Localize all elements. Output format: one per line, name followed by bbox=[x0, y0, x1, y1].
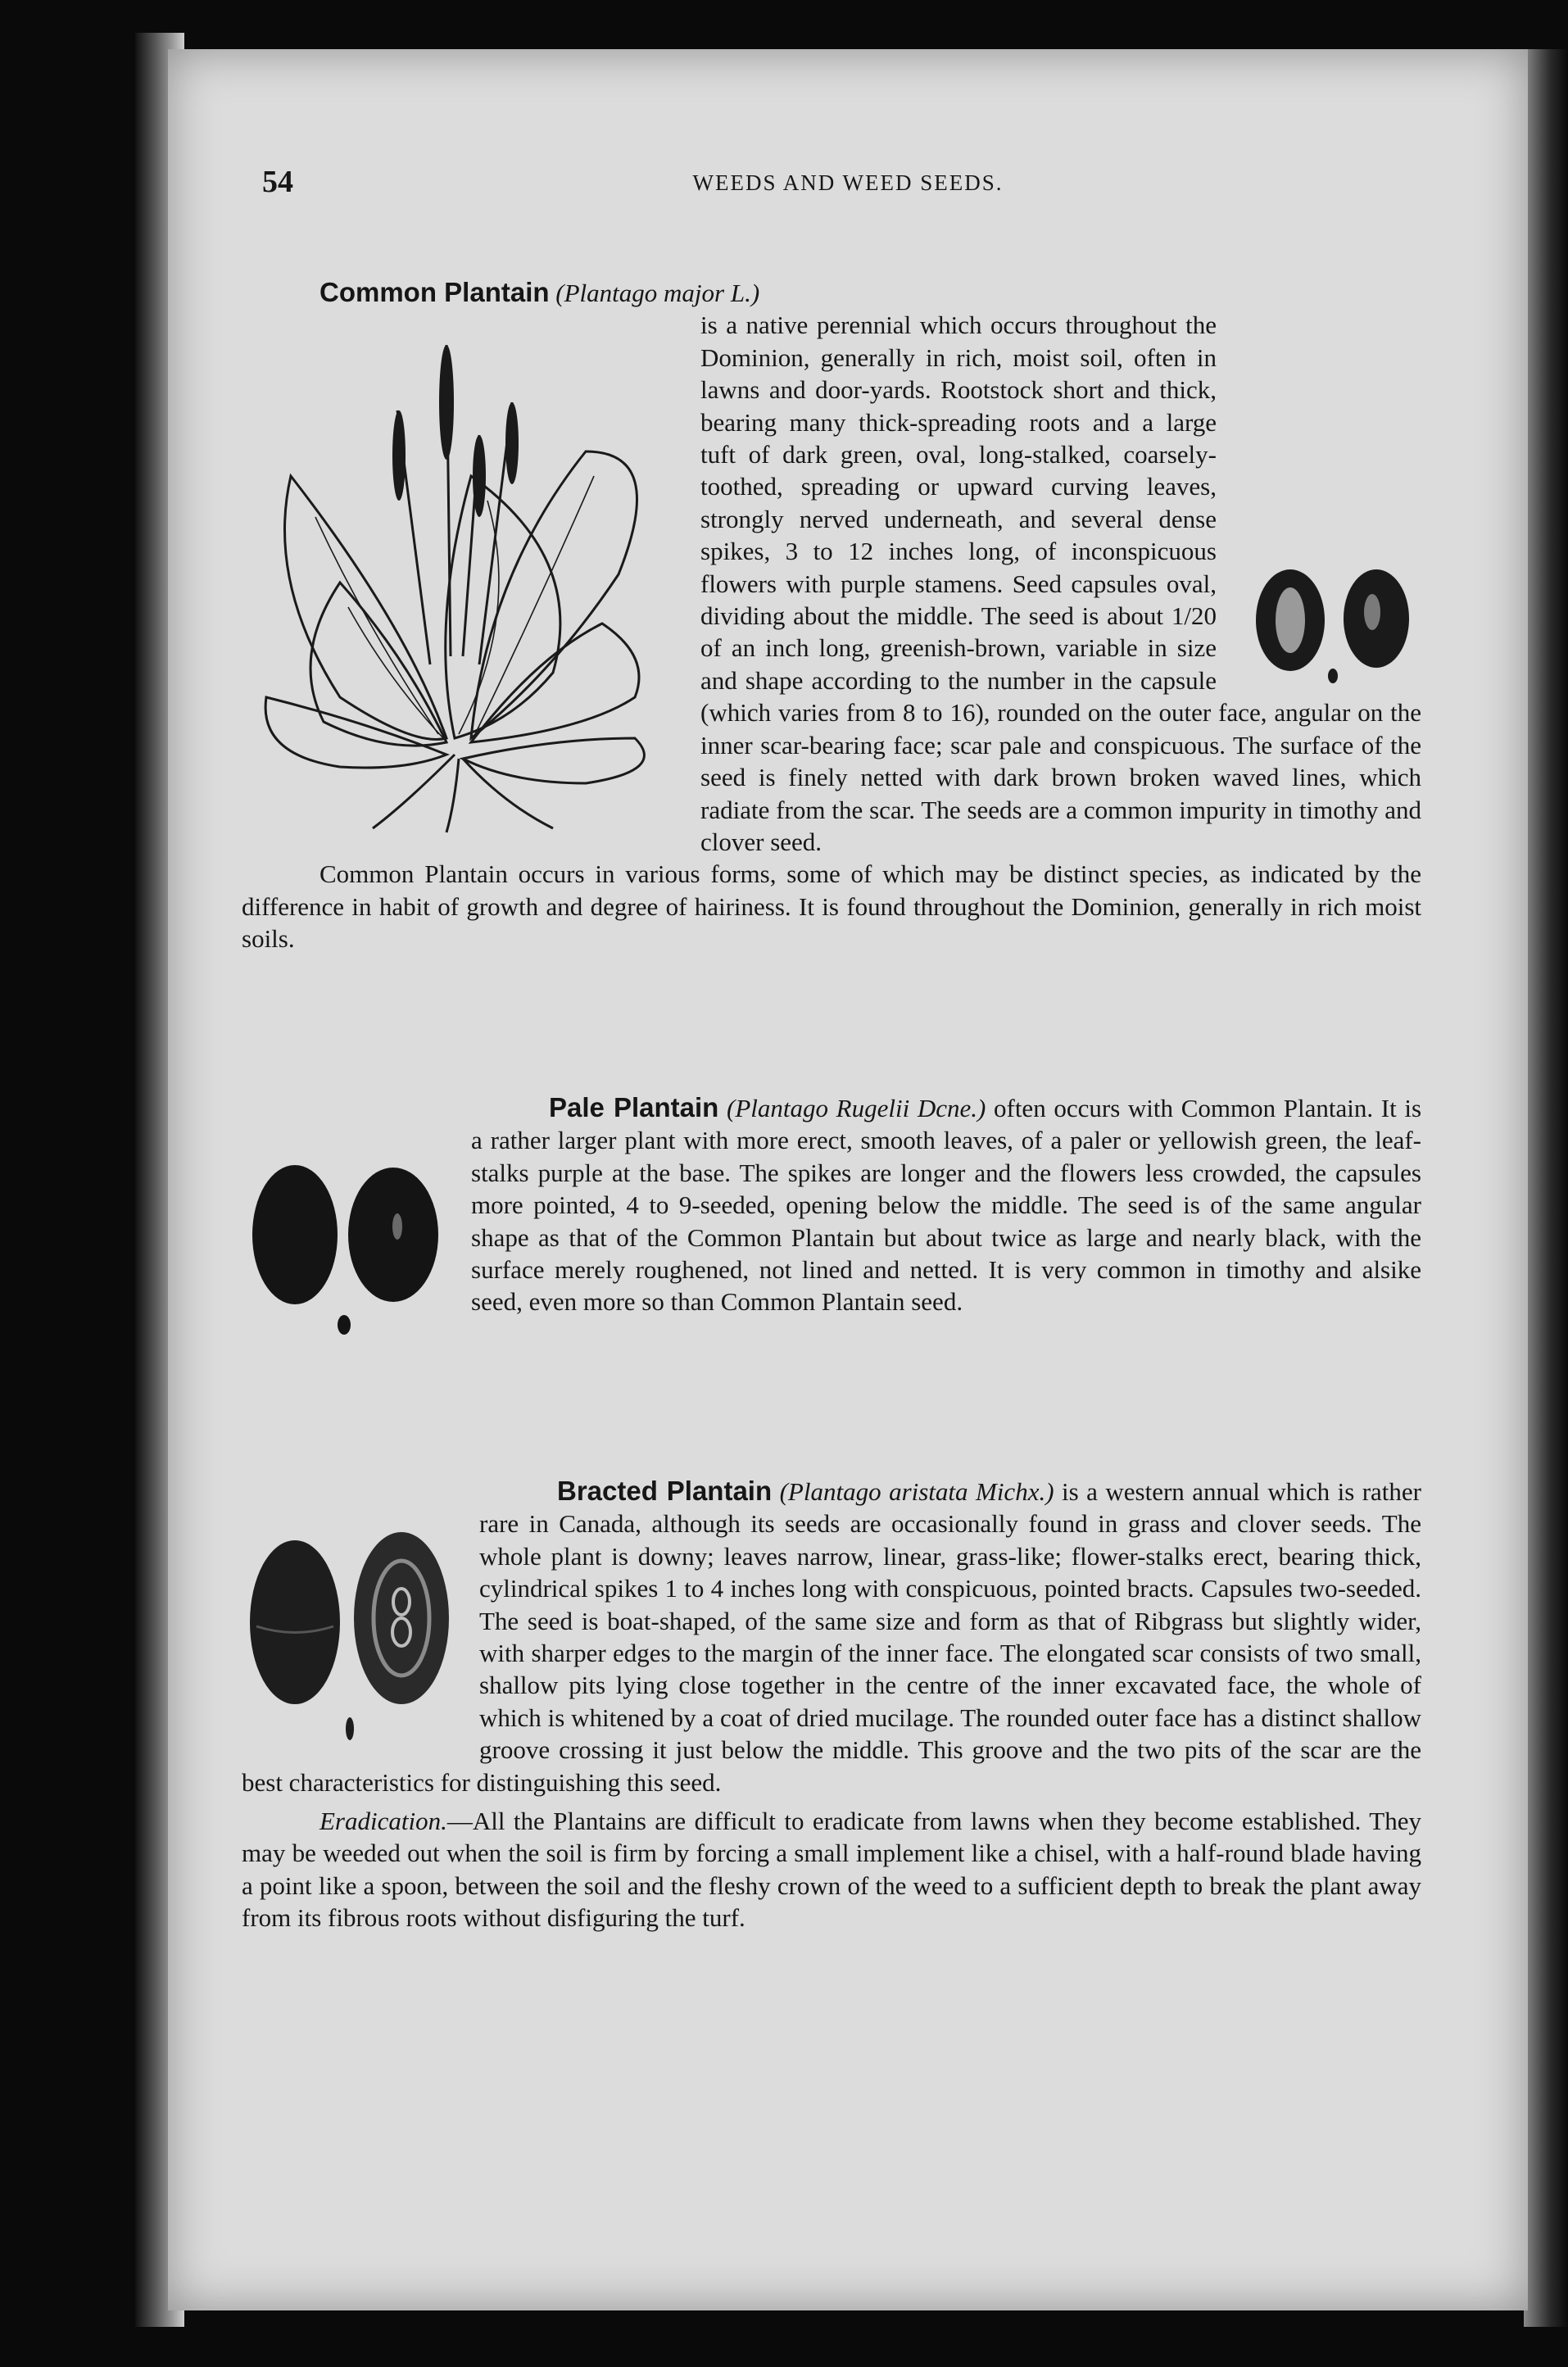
eradication-text: —All the Plantains are difficult to eradicate from lawns when they become established. They may be weeded out when the soil is firm by forcing a small implement like a chisel, with a half-round blade having a point like a spoon, between the soil and the fleshy crown of the weed to a sufficient depth to break the plant away from its fibrous roots without disfiguring the turf. bbox=[242, 1807, 1421, 1933]
section-text: is a native perennial which occurs throughout the Dominion, generally in rich, moist soil, often in lawns and door-yards. Rootstock short and thick, bearing many thick-spreading roots and a large tuft of dark green, oval, long-stalked, coarsely-toothed, spreading or upward curving leaves, strongly nerved underneath, and several dense spikes, 3 to 12 inches long, of inconspicuous flowers with purple stamens. Seed capsules oval, dividing about the middle. The seed is about 1/20 of an inch long, greenish-brown, variable in size and shape according to the number in the capsule (which varies from 8 to 16), rounded on the outer face, angular on the inner scar-bearing face; scar pale and conspicuous. The surface of the seed is finely netted with dark brown broken waved lines, which radiate from the scar. The seeds are a common impurity in timothy and clover seed. bbox=[700, 311, 1421, 856]
running-title: WEEDS AND WEED SEEDS. bbox=[692, 170, 1004, 195]
page-number: 54 bbox=[262, 165, 293, 199]
section-title: Bracted Plantain bbox=[557, 1476, 773, 1506]
common-plantain-plant-icon bbox=[242, 312, 684, 837]
eradication-paragraph bbox=[242, 1805, 1421, 1934]
section-title: Pale Plantain bbox=[549, 1092, 719, 1122]
section-bracted-plantain bbox=[242, 1475, 1421, 1934]
section-text: is a western annual which is rather rare in Canada, although its seeds are occasionally found in grass and clover seeds. The whole plant is downy; leaves narrow, linear, grass-like; flower-stalks erect, bearing thick, cylindrical spikes 1 to 4 inches long with conspicuous, pointed bracts. Capsules two-seeded. The seed is boat-shaped, of the same size and form as that of Ribgrass but slightly wider, with sharper edges to the margin of the inner face. The elongated scar consists of two small, shallow pits lying close together in the centre of the inner excavated face, the whole of which is whitened by a coat of dried mucilage. The rounded outer face has a distinct shallow groove crossing it just below the middle. This groove and the two pits of the scar are the best characteristics for distinguishing this seed. bbox=[242, 1477, 1421, 1797]
section-paragraph bbox=[242, 858, 1421, 955]
common-plantain-seeds-icon bbox=[1241, 555, 1421, 694]
section-paragraph bbox=[242, 276, 1421, 309]
pale-plantain-seeds-icon bbox=[242, 1157, 446, 1337]
section-common-plantain bbox=[242, 276, 1421, 955]
section-title: Common Plantain bbox=[319, 277, 550, 307]
bracted-plantain-seeds-icon bbox=[242, 1524, 455, 1745]
species-name: (Plantago Rugelii Dcne.) bbox=[727, 1094, 986, 1122]
book-page bbox=[168, 49, 1528, 2310]
section-paragraph bbox=[242, 1475, 1421, 1798]
eradication-label: Eradication. bbox=[319, 1807, 447, 1836]
section-paragraph bbox=[242, 1091, 1421, 1318]
species-name: (Plantago aristata Michx.) bbox=[779, 1477, 1054, 1506]
section-pale-plantain bbox=[242, 1091, 1421, 1337]
book-edge bbox=[1524, 49, 1568, 2327]
page-header bbox=[262, 164, 1434, 213]
species-name: (Plantago major L.) bbox=[555, 279, 760, 307]
section-text: often occurs with Common Plantain. It is a rather larger plant with more erect, smooth leaves, of a paler or yellowish green, the leaf-stalks purple at the base. The spikes are longer and the flowers less crowded, the capsules more pointed, 4 to 9-seeded, opening below the middle. The seed is of the same angular shape as that of the Common Plantain but about twice as large and nearly black, with the surface merely roughened, not lined and netted. It is very common in timothy and alsike seed, even more so than Common Plantain seed. bbox=[471, 1094, 1422, 1317]
section-text: Common Plantain occurs in various forms, some of which may be distinct species, as indicated by the difference in habit of growth and degree of hairiness. It is found throughout the Dominion, generally in rich moist soils. bbox=[242, 859, 1421, 954]
